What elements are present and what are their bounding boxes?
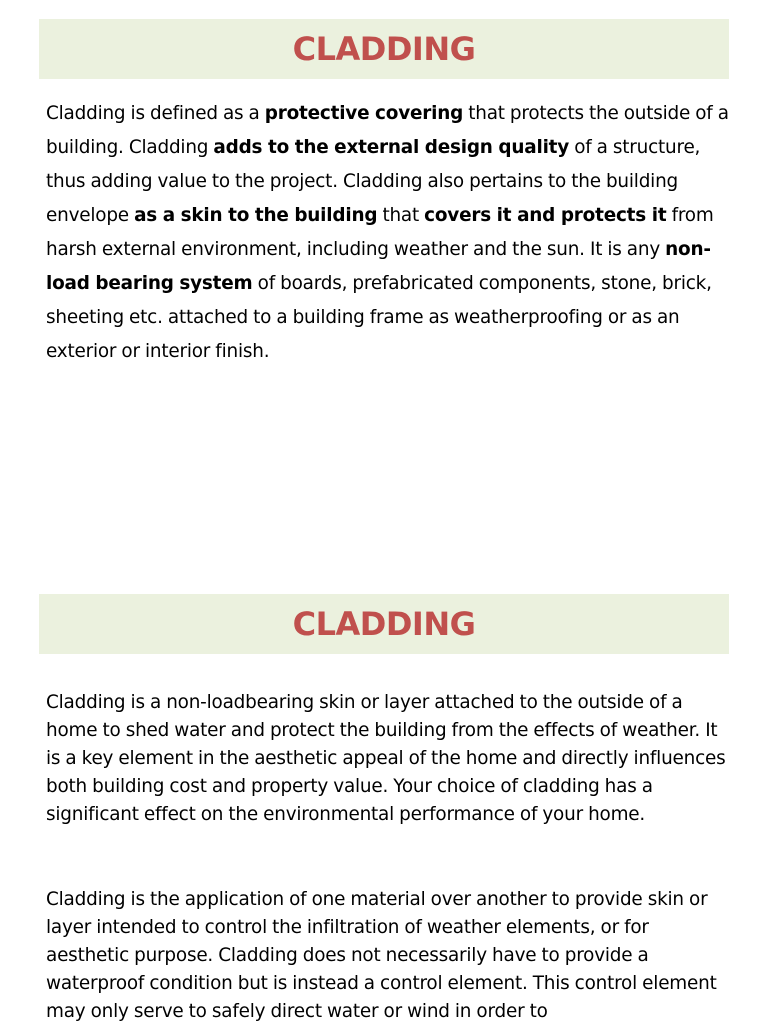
slide-2	[0, 576, 768, 1024]
bold-phrase: as a skin to the building	[134, 205, 378, 226]
text-run: from harsh external environment, including weather and the sun. It is any	[46, 205, 714, 260]
text-run: Cladding is defined as a	[46, 103, 265, 124]
bold-phrase: protective covering	[264, 103, 464, 124]
text-run: of boards, prefabricated components, stone, brick, sheeting etc. attached to a building frame as weatherproofing or as an exterior or interior finish.	[46, 273, 712, 362]
slide-title: CLADDING	[292, 30, 476, 68]
body-paragraph-2: Cladding is the application of one material over another to provide skin or layer intended to control the infiltration of weather elements, or for aesthetic purpose. Cladding does not necessarily have to provide a waterproof condition but is instead a control element. This control element may only serve to safely direct water or wind in order to	[46, 889, 717, 1022]
bold-phrase: covers it and protects it	[424, 205, 667, 226]
title-bar	[39, 594, 729, 654]
bold-phrase: adds to the external design quality	[213, 137, 570, 158]
text-run: that protects the outside of a building. Cladding	[46, 103, 729, 158]
title-bar	[39, 19, 729, 79]
slide-title: CLADDING	[292, 605, 476, 643]
bold-phrase: non-load bearing system	[46, 239, 711, 294]
definition-paragraph	[46, 97, 730, 369]
text-run: of a structure, thus adding value to the project. Cladding also pertains to the building envelope	[46, 137, 701, 226]
text-run: that	[377, 205, 425, 226]
body-paragraph-1: Cladding is a non-loadbearing skin or layer attached to the outside of a home to shed water and protect the building from the effects of weather. It is a key element in the aesthetic appeal of the home and directly influences both building cost and property value. Your choice of cladding has a significant effect on the environmental performance of your home.	[46, 692, 726, 825]
